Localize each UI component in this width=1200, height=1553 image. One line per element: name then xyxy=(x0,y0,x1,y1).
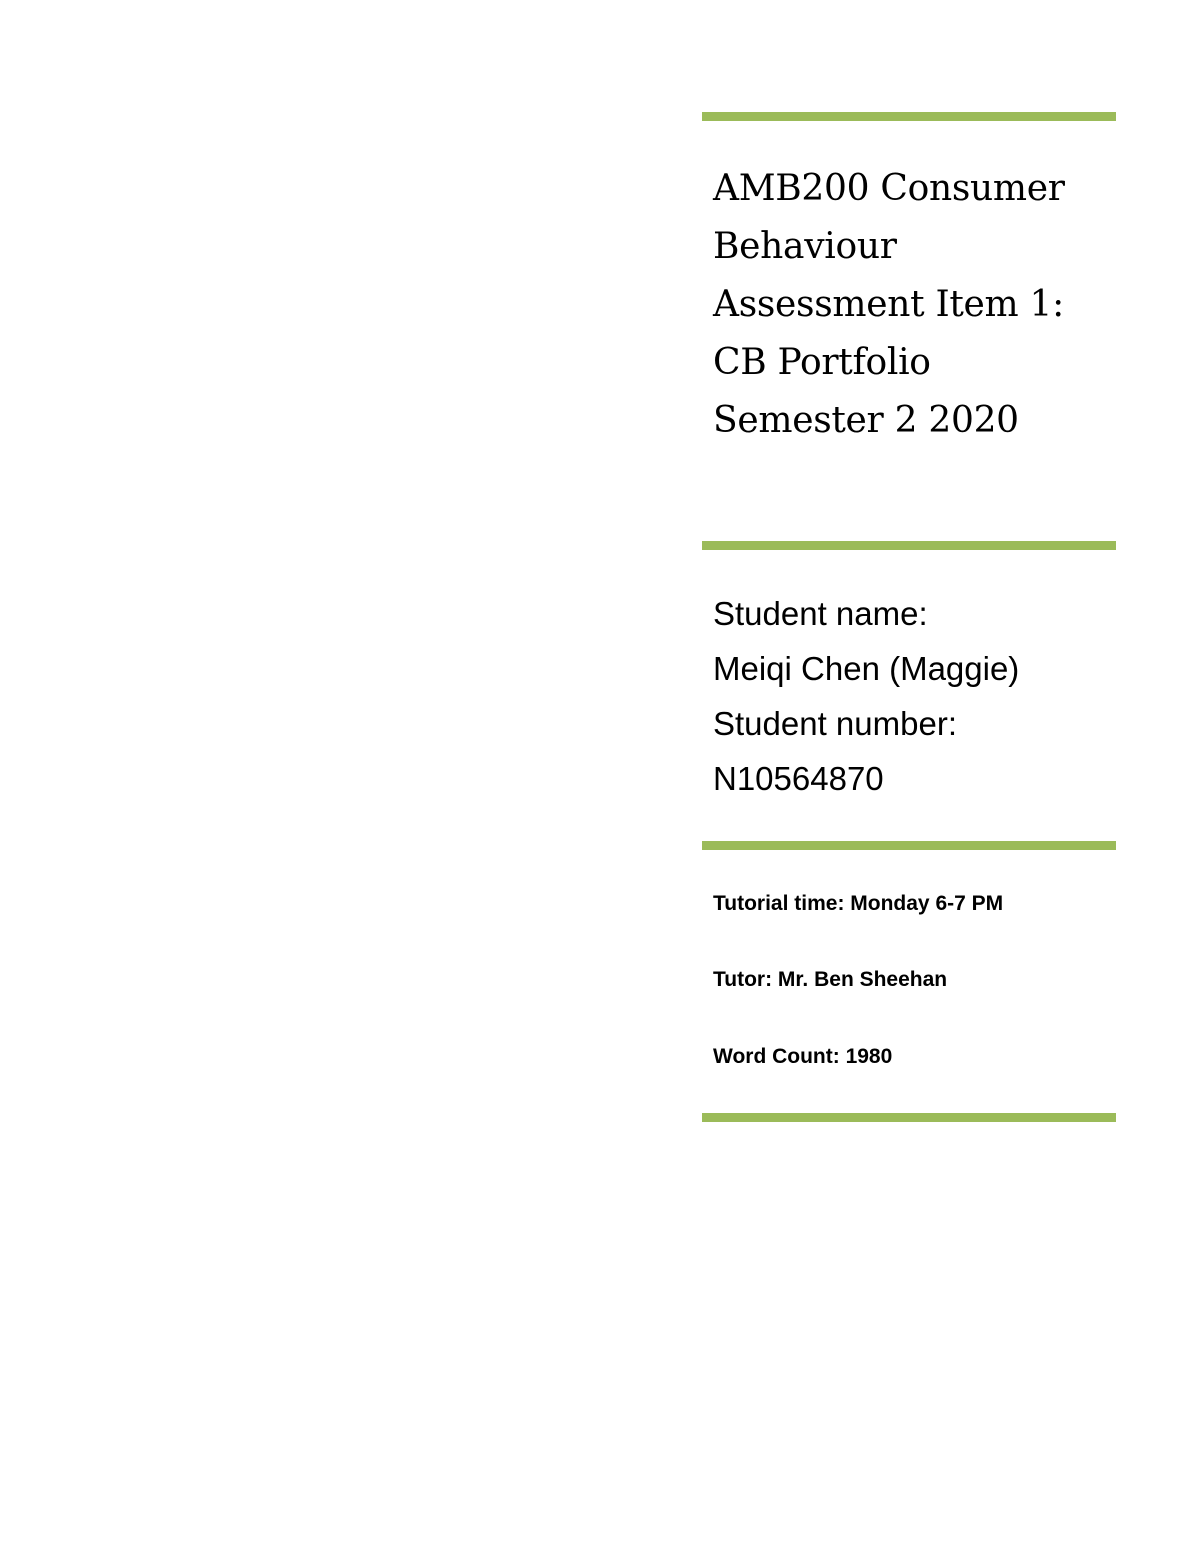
student-name-value: Meiqi Chen (Maggie) xyxy=(713,650,1020,687)
title-line-course: AMB200 Consumer xyxy=(713,168,1065,209)
student-number-label: Student number: xyxy=(713,705,957,742)
divider-top xyxy=(702,112,1116,121)
title-line-semester: Semester 2 2020 xyxy=(713,400,1019,441)
word-count: Word Count: 1980 xyxy=(713,1045,893,1068)
student-info xyxy=(713,586,1133,806)
student-name-label: Student name: xyxy=(713,595,928,632)
document-title xyxy=(713,160,1133,450)
divider-after-title xyxy=(702,541,1116,550)
divider-bottom xyxy=(702,1113,1116,1122)
title-line-course-cont: Behaviour xyxy=(713,226,897,267)
divider-after-student xyxy=(702,841,1116,850)
tutor-name: Tutor: Mr. Ben Sheehan xyxy=(713,968,948,991)
title-line-portfolio: CB Portfolio xyxy=(713,342,931,383)
tutorial-time: Tutorial time: Monday 6-7 PM xyxy=(713,892,1004,915)
student-number-value: N10564870 xyxy=(713,760,884,797)
title-line-assessment: Assessment Item 1: xyxy=(713,284,1064,325)
